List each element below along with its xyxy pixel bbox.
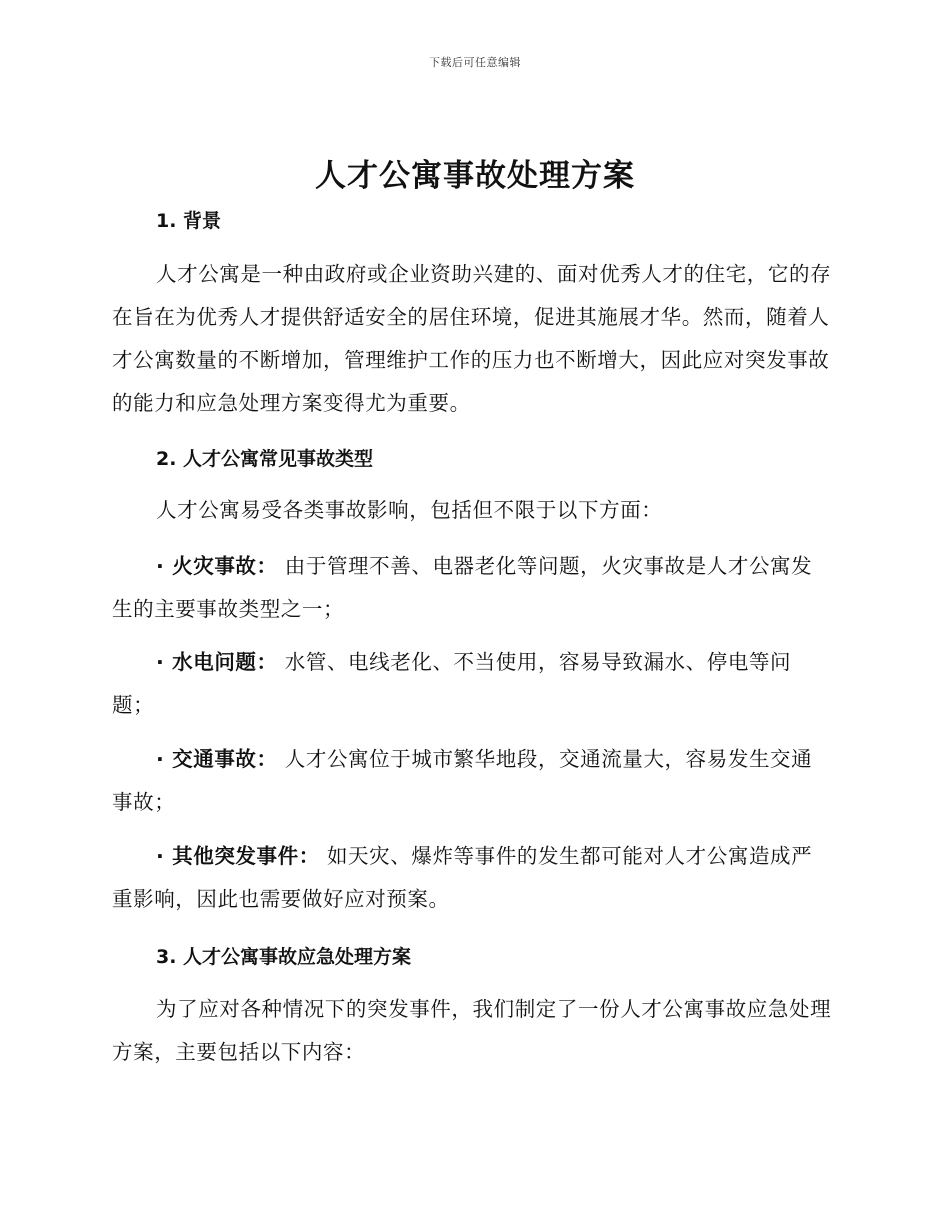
section-heading-background: 1. 背景 [156,210,222,232]
section-heading-emergency-plan: 3. 人才公寓事故应急处理方案 [156,946,412,968]
list-item-label: · 水电问题： [156,650,278,674]
paragraph-background: 人才公寓是一种由政府或企业资助兴建的、面对优秀人才的住宅，它的存在旨在为优秀人才提供舒适安全的居住环境，促进其施展才华。然而，随着人才公寓数量的不断增加，管理维护工作的压力也不断增大，因此应对突发事故的能力和应急处理方案变得尤为重要。 [112,262,832,415]
paragraph-emergency-plan: 为了应对各种情况下的突发事件，我们制定了一份人才公寓事故应急处理方案，主要包括以下内容： [112,997,832,1064]
list-item-text: 水管、电线老化、不当使用，容易导致漏水、停电等问题； [112,650,792,717]
list-item-text: 如天灾、爆炸等事件的发生都可能对人才公寓造成严重影响，因此也需要做好应对预案。 [112,844,813,911]
list-item-label: · 火灾事故： [156,554,278,578]
list-item-traffic [112,738,832,824]
paragraph-accident-intro: 人才公寓易受各类事故影响，包括但不限于以下方面： [156,498,663,522]
section-heading-accident-types: 2. 人才公寓常见事故类型 [156,448,374,470]
document-title: 人才公寓事故处理方案 [315,158,635,194]
header-note: 下载后可任意编辑 [429,56,521,69]
list-item-label: · 交通事故： [156,747,278,771]
list-item-label: · 其他突发事件： [156,844,320,868]
list-item-fire [112,545,832,631]
list-item-other-emergencies [112,835,832,921]
list-item-text: 由于管理不善、电器老化等问题，火灾事故是人才公寓发生的主要事故类型之一； [112,554,813,621]
list-item-water-electric [112,641,832,727]
list-item-text: 人才公寓位于城市繁华地段，交通流量大，容易发生交通事故； [112,747,813,814]
